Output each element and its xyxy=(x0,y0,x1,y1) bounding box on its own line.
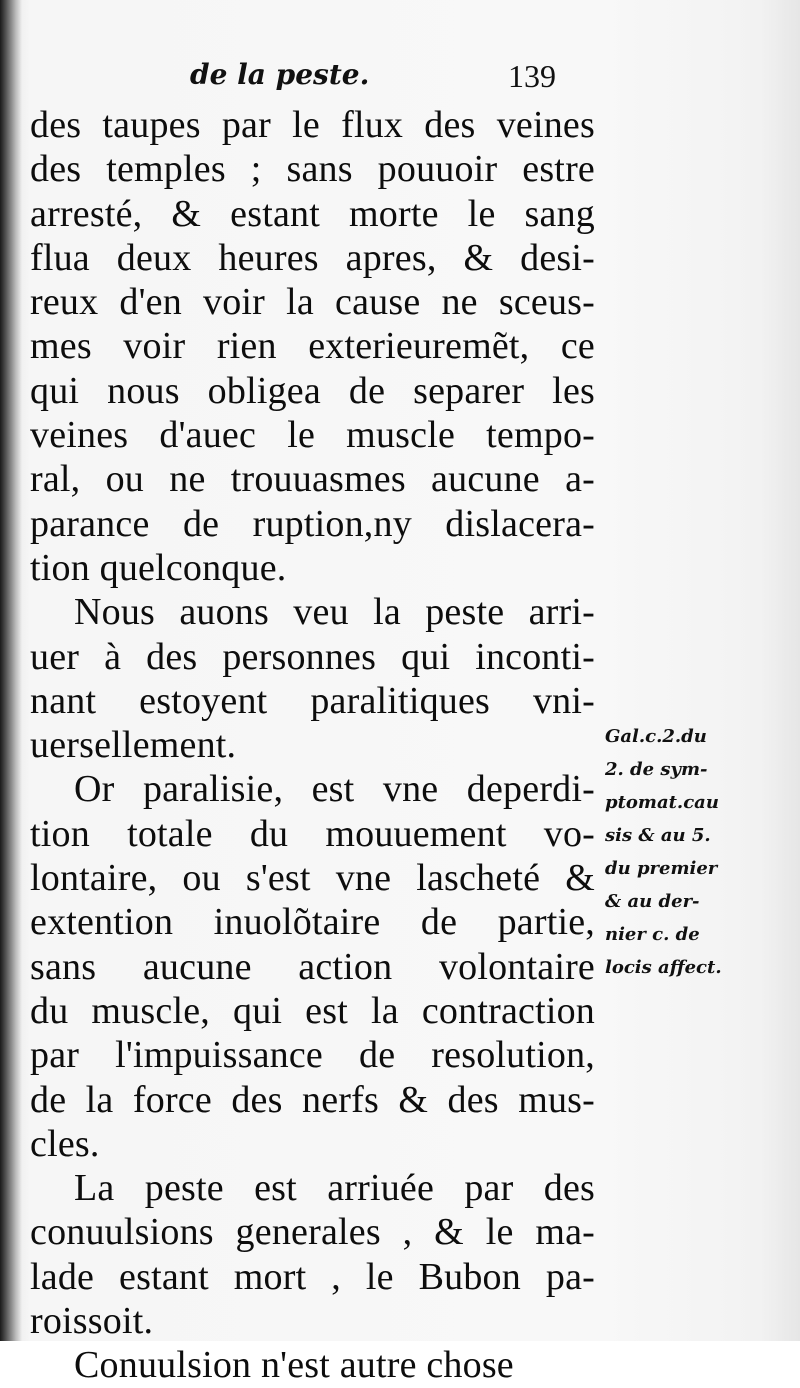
text-line: des taupes par le flux des veines xyxy=(30,104,595,146)
text-line: sans aucune action volontaire xyxy=(30,945,595,988)
text-line: Or paralisie, est vne deperdi- xyxy=(74,768,595,811)
text-line: ral, ou ne trouuasmes aucune a- xyxy=(30,458,595,501)
paragraph xyxy=(30,1166,595,1343)
text-line: du muscle, qui est la contraction xyxy=(30,989,595,1032)
text-line: La peste est arriuée par des xyxy=(74,1167,595,1210)
text-line: qui nous obligea de separer les xyxy=(30,369,595,412)
margin-note-line: 2. de sym- xyxy=(605,759,708,780)
text-line: uersellement. xyxy=(30,724,237,767)
text-line: des temples ; sans pouuoir estre xyxy=(30,148,595,191)
text-line: roissoit. xyxy=(30,1300,154,1343)
page-number: 139 xyxy=(508,58,556,94)
page-header xyxy=(190,58,610,98)
text-line: flua deux heures apres, & desi- xyxy=(30,236,595,279)
margin-note xyxy=(605,720,745,984)
paragraph xyxy=(30,1343,595,1387)
text-line: parance de ruption,ny dislacera- xyxy=(30,502,595,545)
text-line: extention inuolõtaire de partie, xyxy=(30,901,595,944)
text-line: tion quelconque. xyxy=(30,546,287,589)
margin-note-line: du premier xyxy=(605,858,718,879)
text-line: Conuulsion n'est autre chose xyxy=(74,1344,514,1387)
binding-gutter-shadow xyxy=(0,0,22,1341)
paragraph xyxy=(30,590,595,767)
show-through-bleed xyxy=(612,40,792,660)
text-line: de la force des nerfs & des mus- xyxy=(30,1078,595,1121)
text-line: arresté, & estant morte le sang xyxy=(30,192,595,235)
text-line: lontaire, ou s'est vne lascheté & xyxy=(30,857,595,900)
text-line: mes voir rien exterieuremẽt, ce xyxy=(30,325,595,368)
margin-note-line: locis affect. xyxy=(605,957,722,978)
margin-note-line: & au der- xyxy=(605,891,700,912)
text-line: Nous auons veu la peste arri- xyxy=(74,591,595,634)
text-line: veines d'auec le muscle tempo- xyxy=(30,414,595,457)
text-line: tion totale du mouuement vo- xyxy=(30,812,595,855)
text-line: nant estoyent paralitiques vni- xyxy=(30,679,595,722)
margin-note-line: nier c. de xyxy=(605,924,700,945)
margin-note-line: ptomat.cau xyxy=(605,792,719,813)
text-line: uer à des personnes qui inconti- xyxy=(30,635,595,678)
margin-note-line: Gal.c.2.du xyxy=(605,726,707,747)
text-line: par l'impuissance de resolution, xyxy=(30,1034,595,1077)
paragraph xyxy=(30,103,595,590)
text-line: reux d'en voir la cause ne sceus- xyxy=(30,281,595,324)
text-line: lade estant mort , le Bubon pa- xyxy=(30,1255,595,1298)
text-line: cles. xyxy=(30,1122,100,1165)
paragraph xyxy=(30,767,595,1166)
text-line: conuulsions generales , & le ma- xyxy=(30,1211,595,1254)
main-text-block xyxy=(30,103,595,1388)
margin-note-line: sis & au 5. xyxy=(605,825,711,846)
running-title: de la peste. xyxy=(190,58,370,91)
